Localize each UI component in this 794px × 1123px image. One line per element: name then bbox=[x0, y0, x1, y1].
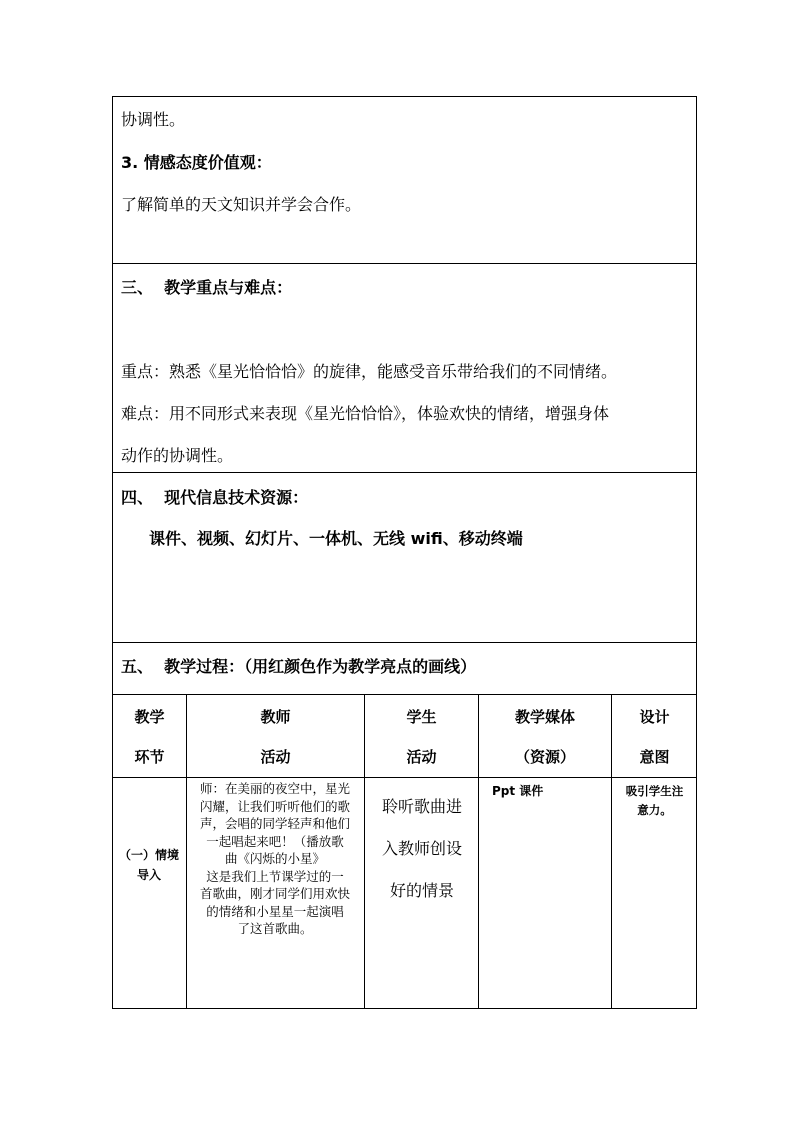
teacher-line: 闪耀，让我们听听他们的歌 bbox=[199, 798, 350, 814]
header-media-line1: 教学媒体 bbox=[514, 708, 575, 726]
header-teacher-line1: 教师 bbox=[260, 708, 291, 726]
divider bbox=[112, 263, 697, 264]
difficulty-text-2: 动作的协调性。 bbox=[121, 446, 234, 465]
divider bbox=[112, 472, 697, 473]
header-intent bbox=[612, 697, 697, 777]
header-media-line2: （资源） bbox=[514, 748, 575, 766]
intent-line: 意力。 bbox=[637, 803, 672, 817]
key-point-text: 重点：熟悉《星光恰恰恰》的旋律，能感受音乐带给我们的不同情绪。 bbox=[121, 362, 618, 381]
continued-text: 协调性。 bbox=[121, 110, 186, 129]
header-teacher bbox=[187, 697, 364, 777]
teacher-line: 声，会唱的同学轻声和他们 bbox=[199, 816, 350, 831]
teacher-line: 这是我们上节课学过的一 bbox=[206, 868, 344, 884]
student-activity-cell bbox=[366, 786, 478, 912]
teacher-line: 的情绪和小星星一起演唱 bbox=[206, 903, 344, 919]
section-5-heading: 五、 教学过程：（用红颜色作为教学亮点的画线） bbox=[121, 657, 477, 676]
emotion-text: 了解简单的天文知识并学会合作。 bbox=[121, 195, 362, 214]
student-line: 入教师创设 bbox=[381, 839, 462, 858]
header-stage-line1: 教学 bbox=[134, 708, 165, 726]
section-3-heading: 三、 教学重点与难点： bbox=[121, 278, 293, 297]
resources-text: 课件、视频、幻灯片、一体机、无线 wifi、移动终端 bbox=[149, 529, 523, 548]
difficulty-text-1: 难点：用不同形式来表现《星光恰恰恰》，体验欢快的情绪，增强身体 bbox=[121, 404, 610, 423]
student-line: 聆听歌曲进 bbox=[381, 797, 462, 816]
teacher-line: 首歌曲，刚才同学们用欢快 bbox=[199, 886, 350, 901]
divider bbox=[112, 777, 697, 778]
header-student-line2: 活动 bbox=[406, 748, 437, 766]
divider bbox=[112, 642, 697, 643]
media-cell: Ppt 课件 bbox=[492, 784, 544, 798]
header-stage bbox=[113, 697, 186, 777]
teacher-activity-cell bbox=[188, 780, 362, 938]
header-media bbox=[479, 697, 611, 777]
section-4-heading: 四、 现代信息技术资源： bbox=[121, 488, 309, 507]
header-intent-line2: 意图 bbox=[639, 748, 670, 766]
student-line: 好的情景 bbox=[389, 881, 454, 900]
header-intent-line1: 设计 bbox=[639, 708, 670, 726]
intent-cell bbox=[612, 782, 697, 820]
divider bbox=[112, 694, 697, 695]
teacher-line: 师：在美丽的夜空中，星光 bbox=[199, 781, 350, 796]
header-student bbox=[365, 697, 478, 777]
teacher-line: 一起唱起来吧！（播放歌 bbox=[206, 833, 344, 849]
header-stage-line2: 环节 bbox=[134, 748, 165, 766]
intent-line: 吸引学生注 bbox=[625, 784, 684, 798]
teacher-line: 曲《闪烁的小星》 bbox=[224, 851, 325, 866]
teacher-line: 了这首歌曲。 bbox=[237, 921, 313, 936]
header-teacher-line2: 活动 bbox=[260, 748, 291, 766]
header-student-line1: 学生 bbox=[406, 708, 437, 726]
emotion-heading: 3. 情感态度价值观： bbox=[121, 153, 272, 172]
stage-cell: （一）情境导入 bbox=[118, 848, 179, 882]
